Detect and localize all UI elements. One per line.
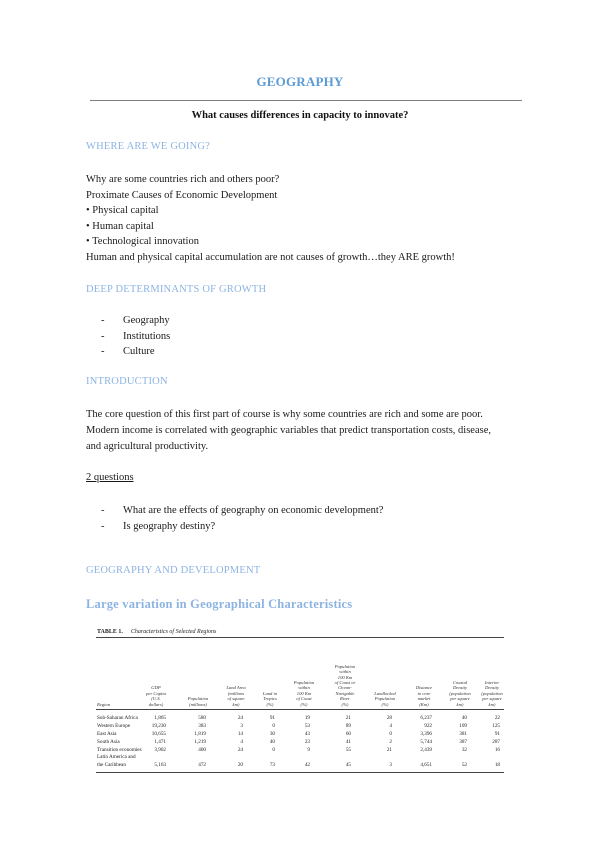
- heading-deep-determinants: DEEP DETERMINANTS OF GROWTH: [86, 284, 267, 295]
- table-row-label: East Asia: [97, 731, 117, 737]
- table-cell: 60: [345, 731, 351, 737]
- table-caption-text: Characteristics of Selected Regions: [130, 629, 217, 635]
- table-caption: [97, 629, 216, 635]
- table-cell: 9: [307, 747, 310, 753]
- table-column-header: Distance to core market (Km): [415, 685, 433, 707]
- table-cell: 3,902: [154, 747, 166, 753]
- table-cell: 22: [494, 715, 500, 721]
- table-cell: 4: [240, 739, 243, 745]
- table-cell: 43: [304, 731, 310, 737]
- table-top-rule: [96, 637, 504, 638]
- table-cell: 32: [461, 747, 467, 753]
- table-column-header: Region: [97, 701, 111, 707]
- intro-line: and agricultural productivity.: [86, 441, 209, 452]
- table-column-header: Population within 100 Km of Coast or Ocean- Navigable River (%): [334, 663, 356, 707]
- table-row-label: the Caribbean: [97, 762, 126, 768]
- intro-line: Modern income is correlated with geographic variables that predict transportation costs, disease,: [86, 425, 491, 436]
- table-cell: 3,396: [420, 731, 432, 737]
- where-line: Proximate Causes of Economic Development: [86, 189, 278, 201]
- table-cell: 40: [269, 739, 275, 745]
- table-cell: 0: [389, 731, 392, 737]
- table-cell: 0: [272, 747, 275, 753]
- intro-line: The core question of this first part of course is why some countries are rich and some are poor.: [86, 409, 483, 420]
- table-column-header: Land in Tropics (%): [262, 690, 278, 707]
- heading-large-variation: Large variation in Geographical Characteristics: [86, 597, 353, 611]
- table-cell: 14: [237, 731, 243, 737]
- table-cell: 21: [386, 747, 392, 753]
- table-column-header: Land Area (millions of square km): [226, 685, 246, 707]
- table-cell: 3: [389, 762, 392, 768]
- table-cell: 400: [198, 747, 206, 753]
- heading-introduction: INTRODUCTION: [86, 376, 168, 387]
- table-cell: 24: [237, 715, 243, 721]
- table-row-label: Western Europe: [97, 723, 131, 729]
- where-line: • Technological innovation: [86, 236, 199, 248]
- table-bottom-rule: [96, 772, 504, 773]
- table-cell: 383: [198, 723, 206, 729]
- table-cell: 2,439: [420, 747, 432, 753]
- table-cell: 91: [269, 715, 275, 721]
- table-cell: 1,471: [154, 739, 166, 745]
- table-column-header: Population (millions): [187, 696, 209, 707]
- list-item: - Culture: [101, 346, 155, 358]
- table-row-label: South Asia: [97, 739, 120, 745]
- title-rule: [90, 100, 522, 101]
- table-cell: 4: [389, 723, 392, 729]
- list-item: - Institutions: [101, 330, 171, 342]
- questions-list: [101, 503, 383, 534]
- table-cell: 24: [237, 747, 243, 753]
- intro-paragraph: [86, 407, 536, 455]
- table-row-label: Transition economies: [97, 747, 142, 753]
- list-item: - Is geography destiny?: [101, 520, 216, 532]
- page-subtitle: What causes differences in capacity to innovate?: [191, 110, 409, 121]
- table-cell: 580: [198, 715, 206, 721]
- table-cell: 91: [494, 731, 500, 737]
- table-column-header: Interior Density (population per square km): [481, 680, 503, 707]
- table-cell: 387: [459, 739, 467, 745]
- table-cell: 10,655: [151, 731, 166, 737]
- table-cell: 6,237: [420, 715, 432, 721]
- table-cell: 125: [492, 723, 500, 729]
- table-row-label: Latin America and: [97, 754, 136, 760]
- where-line: • Human capital: [86, 220, 154, 232]
- deep-determinants-list: [101, 313, 170, 360]
- table-cell: 381: [459, 731, 467, 737]
- table-cell: 16: [494, 747, 500, 753]
- table-cell: 3: [240, 723, 243, 729]
- table-cell: 55: [345, 747, 351, 753]
- table-cell: 28: [386, 715, 392, 721]
- heading-where-are-we-going: WHERE ARE WE GOING?: [86, 141, 211, 152]
- table-cell: 4,651: [420, 762, 432, 768]
- table-header-rule: [96, 709, 504, 710]
- table-cell: 23: [304, 739, 310, 745]
- table-cell: 18: [494, 762, 500, 768]
- table-cell: 21: [345, 715, 351, 721]
- table-cell: 2: [389, 739, 392, 745]
- where-line: • Physical capital: [86, 205, 159, 217]
- table-cell: 1,219: [194, 739, 206, 745]
- where-line: Human and physical capital accumulation are not causes of growth…they ARE growth!: [86, 251, 455, 263]
- table-cell: 1,865: [154, 715, 166, 721]
- table-cell: 1,819: [194, 731, 206, 737]
- table-cell: 45: [345, 762, 351, 768]
- list-item: - Geography: [101, 315, 170, 326]
- table-cell: 109: [459, 723, 467, 729]
- table-cell: 53: [304, 723, 310, 729]
- table-cell: 41: [345, 739, 351, 745]
- table-cell: 20: [237, 762, 243, 768]
- table-cell: 5,744: [420, 739, 432, 745]
- table-column-header: GDP per Capita (U.S. dollars): [146, 685, 166, 707]
- table-cell: 922: [424, 723, 432, 729]
- table-row-label: Sub-Saharan Africa: [97, 715, 138, 721]
- table-cell: 0: [272, 723, 275, 729]
- table-cell: 5,163: [154, 762, 166, 768]
- table-column-header: Coastal Density (population per square km): [449, 680, 471, 707]
- table-cell: 40: [461, 715, 467, 721]
- heading-geography-development: GEOGRAPHY AND DEVELOPMENT: [86, 565, 261, 576]
- where-line: Why are some countries rich and others poor?: [86, 174, 280, 185]
- table-column-header: Landlocked Population (%): [374, 690, 396, 707]
- table-cell: 52: [461, 762, 467, 768]
- table-cell: 42: [304, 762, 310, 768]
- table-cell: 19,230: [151, 723, 166, 729]
- where-body: [86, 172, 526, 266]
- table-cell: 73: [269, 762, 275, 768]
- questions-label: 2 questions: [86, 472, 134, 483]
- table-cell: 19: [304, 715, 310, 721]
- table-column-header: Population within 100 Km of Coast (%): [293, 680, 315, 707]
- table-cell: 30: [269, 731, 275, 737]
- list-item: - What are the effects of geography on economic development?: [101, 505, 384, 516]
- table-cell: 89: [345, 723, 351, 729]
- page-title: GEOGRAPHY: [256, 74, 344, 89]
- table-cell: 472: [198, 762, 206, 768]
- table-caption-label: TABLE 1.: [97, 629, 123, 635]
- table-cell: 287: [492, 739, 500, 745]
